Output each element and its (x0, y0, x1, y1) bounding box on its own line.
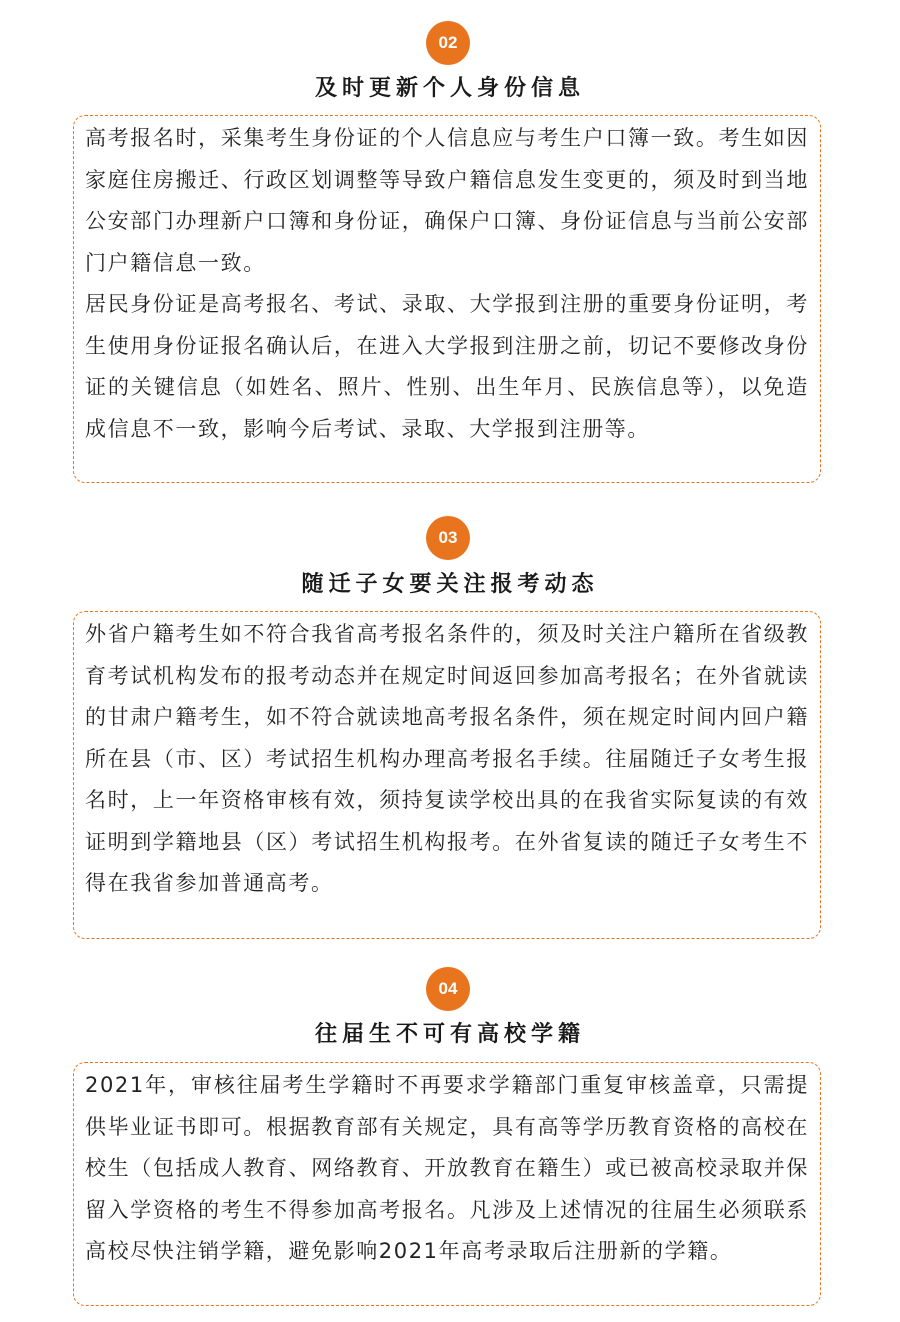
paragraph: 居民身份证是高考报名、考试、录取、大学报到注册的重要身份证明，考生使用身份证报名确认后，在进入大学报到注册之前，切记不要修改身份证的关键信息（如姓名、照片、性别、出生年月、民族信息等），以免造成信息不一致，影响今后考试、录取、大学报到注册等。 (85, 292, 809, 441)
content-box (73, 115, 821, 483)
paragraph: 外省户籍考生如不符合我省高考报名条件的，须及时关注户籍所在省级教育考试机构发布的报考动态并在规定时间返回参加高考报名；在外省就读的甘肃户籍考生，如不符合就读地高考报名条件，须在规定时间内回户籍所在县（市、区）考试招生机构办理高考报名手续。往届随迁子女考生报名时，上一年资格审核有效，须持复读学校出具的在我省实际复读的有效证明到学籍地县（区）考试招生机构报考。在外省复读的随迁子女考生不得在我省参加普通高考。 (85, 622, 809, 895)
content-box (73, 611, 821, 939)
section-number-badge: 04 (426, 967, 470, 1011)
section-number-badge: 03 (426, 516, 470, 560)
paragraph: 2021年，审核往届考生学籍时不再要求学籍部门重复审核盖章，只需提供毕业证书即可。根据教育部有关规定，具有高等学历教育资格的高校在校生（包括成人教育、网络教育、开放教育在籍生）或已被高校录取并保留入学资格的考生不得参加高考报名。凡涉及上述情况的往届生必须联系高校尽快注销学籍，避免影响2021年高考录取后注册新的学籍。 (85, 1073, 809, 1263)
content-box (73, 1062, 821, 1306)
section-title: 往届生不可有高校学籍 (314, 1022, 585, 1047)
section-title: 及时更新个人身份信息 (314, 76, 585, 101)
section-title: 随迁子女要关注报考动态 (301, 572, 599, 597)
section-number-badge: 02 (426, 21, 470, 65)
paragraph: 高考报名时，采集考生身份证的个人信息应与考生户口簿一致。考生如因家庭住房搬迁、行政区划调整等导致户籍信息发生变更的，须及时到当地公安部门办理新户口簿和身份证，确保户口簿、身份证信息与当前公安部门户籍信息一致。 (85, 126, 809, 275)
